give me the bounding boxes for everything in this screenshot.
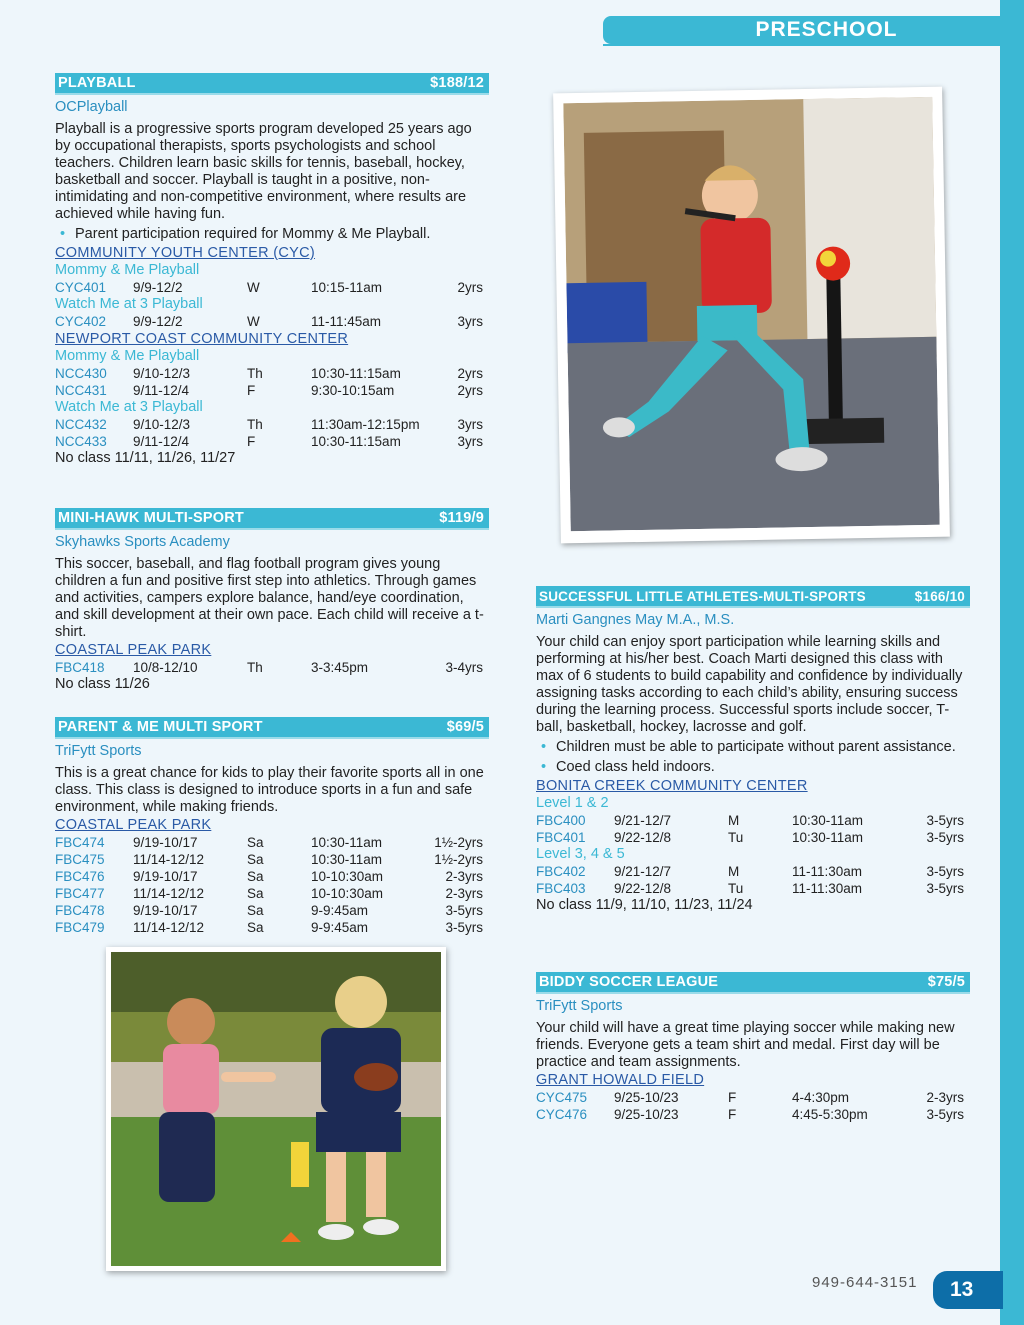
date-range: 9/25-10/23 — [614, 1090, 679, 1105]
time: 10:30-11am — [311, 835, 383, 850]
section-price: $188/12 — [430, 75, 484, 91]
no-class-note: No class 11/9, 11/10, 11/23, 11/24 — [536, 897, 753, 913]
class-subtitle: Mommy & Me Playball — [55, 348, 200, 364]
date-range: 9/22-12/8 — [614, 881, 672, 896]
date-range: 9/25-10/23 — [614, 1107, 679, 1122]
time: 10:30-11am — [311, 852, 383, 867]
date-range: 9/19-10/17 — [133, 903, 198, 918]
schedule-row — [55, 382, 489, 399]
location-link[interactable]: COASTAL PEAK PARK — [55, 817, 212, 833]
course-code: FBC474 — [55, 835, 105, 850]
course-code: FBC479 — [55, 920, 105, 935]
schedule-row — [536, 812, 970, 829]
schedule-rows — [536, 812, 970, 846]
age-range: 3-5yrs — [926, 864, 964, 879]
course-code: FBC400 — [536, 813, 586, 828]
class-subtitle: Level 1 & 2 — [536, 795, 609, 811]
date-range: 9/21-12/7 — [614, 813, 672, 828]
bullet-item: • Coed class held indoors. — [541, 759, 715, 775]
section-header — [55, 717, 489, 739]
date-range: 9/11-12/4 — [133, 434, 190, 449]
day: Sa — [247, 886, 264, 901]
course-code: FBC475 — [55, 852, 105, 867]
age-range: 3-5yrs — [926, 813, 964, 828]
section-header — [536, 972, 970, 994]
day: F — [728, 1107, 737, 1122]
course-code: FBC402 — [536, 864, 586, 879]
schedule-row — [536, 880, 970, 897]
time: 9:30-10:15am — [311, 383, 395, 398]
course-code: NCC431 — [55, 383, 107, 398]
course-code: FBC401 — [536, 830, 586, 845]
course-code: FBC418 — [55, 660, 105, 675]
schedule-row — [536, 1106, 970, 1123]
age-range: 2yrs — [457, 383, 483, 398]
time: 11:30am-12:15pm — [311, 417, 420, 432]
class-subtitle: Watch Me at 3 Playball — [55, 296, 203, 312]
age-range: 3-5yrs — [445, 903, 483, 918]
time: 11-11:45am — [311, 314, 382, 329]
day: F — [247, 383, 256, 398]
day: Tu — [728, 881, 744, 896]
age-range: 2-3yrs — [926, 1090, 964, 1105]
day: Th — [247, 417, 263, 432]
time: 10-10:30am — [311, 886, 384, 901]
date-range: 9/19-10/17 — [133, 869, 198, 884]
no-class-note: No class 11/26 — [55, 676, 150, 692]
bullet-icon: • — [60, 226, 66, 242]
section-title: PLAYBALL — [58, 75, 136, 91]
schedule-row — [55, 433, 489, 450]
bullet-icon: • — [541, 759, 547, 775]
course-code: CYC402 — [55, 314, 107, 329]
schedule-row — [55, 365, 489, 382]
age-range: 2yrs — [457, 366, 483, 381]
schedule-row — [55, 279, 489, 296]
schedule-row — [536, 863, 970, 880]
schedule-row — [55, 851, 489, 868]
time: 10:15-11am — [311, 280, 383, 295]
schedule-rows — [55, 365, 489, 399]
schedule-row — [55, 834, 489, 851]
age-range: 1½-2yrs — [434, 852, 483, 867]
date-range: 9/10-12/3 — [133, 366, 191, 381]
provider-name: Skyhawks Sports Academy — [55, 534, 230, 550]
category-tab: PRESCHOOL — [603, 16, 1000, 44]
time: 4:45-5:30pm — [792, 1107, 868, 1122]
course-code: FBC477 — [55, 886, 105, 901]
time: 10:30-11:15am — [311, 366, 401, 381]
class-subtitle: Level 3, 4 & 5 — [536, 846, 625, 862]
section-header — [55, 508, 489, 530]
class-subtitle: Watch Me at 3 Playball — [55, 399, 203, 415]
class-subtitle: Mommy & Me Playball — [55, 262, 200, 278]
kids-running-photo — [106, 947, 446, 1271]
bullet-item: • Parent participation required for Mommy & Me Playball. — [60, 226, 431, 242]
time: 11-11:30am — [792, 881, 863, 896]
provider-name: TriFytt Sports — [55, 743, 142, 759]
time: 4-4:30pm — [792, 1090, 850, 1105]
description: This soccer, baseball, and flag football program gives young children a fun and positive first step into athletics. Through games and activities, campers explore balance, hand/eye coordination, and skill development at their own pace. Each child will receive a t-shirt. — [55, 556, 484, 640]
age-range: 3-4yrs — [445, 660, 483, 675]
day: F — [247, 434, 256, 449]
section-price: $119/9 — [439, 510, 484, 526]
course-code: FBC403 — [536, 881, 586, 896]
provider-name: TriFytt Sports — [536, 998, 623, 1014]
date-range: 11/14-12/12 — [133, 852, 205, 867]
provider-name: Marti Gangnes May M.A., M.S. — [536, 612, 735, 628]
date-range: 11/14-12/12 — [133, 920, 205, 935]
section-price: $166/10 — [914, 588, 965, 604]
age-range: 3yrs — [457, 417, 483, 432]
schedule-row — [536, 1089, 970, 1106]
bullet-icon: • — [541, 739, 547, 755]
time: 10:30-11am — [792, 813, 864, 828]
date-range: 9/11-12/4 — [133, 383, 190, 398]
time: 9-9:45am — [311, 903, 369, 918]
sla-section — [536, 586, 970, 914]
day: Tu — [728, 830, 744, 845]
time: 10:30-11:15am — [311, 434, 401, 449]
age-range: 3-5yrs — [926, 1107, 964, 1122]
location-link[interactable]: BONITA CREEK COMMUNITY CENTER — [536, 778, 808, 794]
day: W — [247, 314, 260, 329]
schedule-rows — [55, 279, 489, 296]
section-title: BIDDY SOCCER LEAGUE — [539, 974, 719, 990]
age-range: 3-5yrs — [926, 881, 964, 896]
course-code: NCC432 — [55, 417, 107, 432]
description: This is a great chance for kids to play their favorite sports all in one class. This class is designed to introduce sports in a fun and safe environment, while making friends. — [55, 765, 484, 815]
girl-batting-photo — [553, 87, 950, 544]
category-tab-underline — [603, 44, 1000, 46]
age-range: 1½-2yrs — [434, 835, 483, 850]
schedule-rows — [55, 313, 489, 330]
day: M — [728, 864, 740, 879]
day: Th — [247, 660, 263, 675]
section-header — [536, 586, 970, 608]
schedule-row — [55, 885, 489, 902]
schedule-row — [55, 868, 489, 885]
course-code: NCC430 — [55, 366, 107, 381]
schedule-rows — [536, 863, 970, 897]
date-range: 9/22-12/8 — [614, 830, 672, 845]
age-range: 3-5yrs — [445, 920, 483, 935]
right-edge-stripe — [1000, 0, 1024, 1325]
time: 11-11:30am — [792, 864, 863, 879]
time: 10:30-11am — [792, 830, 864, 845]
schedule-row — [55, 902, 489, 919]
schedule-rows — [55, 416, 489, 450]
schedule-row — [55, 313, 489, 330]
section-header — [55, 73, 489, 95]
section-title: MINI-HAWK MULTI-SPORT — [58, 510, 244, 526]
location-link[interactable]: COMMUNITY YOUTH CENTER (CYC) — [55, 245, 316, 261]
date-range: 9/9-12/2 — [133, 314, 183, 329]
age-range: 2-3yrs — [445, 869, 483, 884]
course-code: CYC401 — [55, 280, 107, 295]
date-range: 9/10-12/3 — [133, 417, 191, 432]
schedule-row — [55, 416, 489, 433]
course-code: CYC476 — [536, 1107, 588, 1122]
description: Playball is a progressive sports program developed 25 years ago by occupational therapists, sports psychologists and school teachers. Children learn basic skills for tennis, baseball, hockey, basketball and soccer. Playball is taught in a positive, non-intimidating and non-competitive environment, where results are achieved while having fun. — [55, 121, 472, 222]
day: Sa — [247, 920, 264, 935]
day: Sa — [247, 835, 264, 850]
section-price: $69/5 — [446, 719, 484, 735]
day: Th — [247, 366, 263, 381]
schedule-rows — [55, 834, 489, 936]
time: 9-9:45am — [311, 920, 369, 935]
age-range: 2-3yrs — [445, 886, 483, 901]
page-number: 13 — [933, 1271, 1003, 1309]
age-range: 2yrs — [457, 280, 483, 295]
section-title: PARENT & ME MULTI SPORT — [58, 719, 263, 735]
no-class-note: No class 11/11, 11/26, 11/27 — [55, 450, 236, 466]
day: M — [728, 813, 740, 828]
schedule-rows — [536, 1089, 970, 1123]
age-range: 3yrs — [457, 434, 483, 449]
schedule-row — [55, 659, 489, 676]
phone-number: 949-644-3151 — [812, 1274, 918, 1291]
course-code: CYC475 — [536, 1090, 588, 1105]
biddy-section — [536, 972, 970, 1123]
date-range: 9/21-12/7 — [614, 864, 672, 879]
age-range: 3-5yrs — [926, 830, 964, 845]
bullet-item: • Children must be able to participate without parent assistance. — [541, 739, 956, 755]
course-code: FBC476 — [55, 869, 105, 884]
time: 3-3:45pm — [311, 660, 369, 675]
section-price: $75/5 — [927, 974, 965, 990]
location-link[interactable]: NEWPORT COAST COMMUNITY CENTER — [55, 331, 349, 347]
date-range: 10/8-12/10 — [133, 660, 198, 675]
date-range: 9/19-10/17 — [133, 835, 198, 850]
provider-name: OCPlayball — [55, 99, 128, 115]
day: Sa — [247, 869, 264, 884]
description: Your child can enjoy sport participation while learning skills and performing at his/her best. Coach Marti designed this class with max of 6 students to build capability and confidence by individually assigning tasks according to each child’s ability, ensuring success during the learning process. Successful sports include soccer, T-ball, basketball, hockey, lacrosse and golf. — [536, 634, 963, 735]
location-link[interactable]: COASTAL PEAK PARK — [55, 642, 212, 658]
day: Sa — [247, 903, 264, 918]
description: Your child will have a great time playing soccer while making new friends. Everyone gets a team shirt and medal. First day will be practice and team assignments. — [536, 1020, 955, 1070]
day: Sa — [247, 852, 264, 867]
course-code: NCC433 — [55, 434, 107, 449]
minihawk-section — [55, 508, 489, 693]
parentme-section — [55, 717, 489, 936]
playball-section — [55, 73, 489, 467]
day: W — [247, 280, 260, 295]
location-link[interactable]: GRANT HOWALD FIELD — [536, 1072, 705, 1088]
day: F — [728, 1090, 737, 1105]
course-code: FBC478 — [55, 903, 105, 918]
schedule-row — [536, 829, 970, 846]
section-title: SUCCESSFUL LITTLE ATHLETES-MULTI-SPORTS — [539, 588, 866, 604]
time: 10-10:30am — [311, 869, 384, 884]
schedule-row — [55, 919, 489, 936]
schedule-rows — [55, 659, 489, 676]
date-range: 9/9-12/2 — [133, 280, 183, 295]
date-range: 11/14-12/12 — [133, 886, 205, 901]
age-range: 3yrs — [457, 314, 483, 329]
